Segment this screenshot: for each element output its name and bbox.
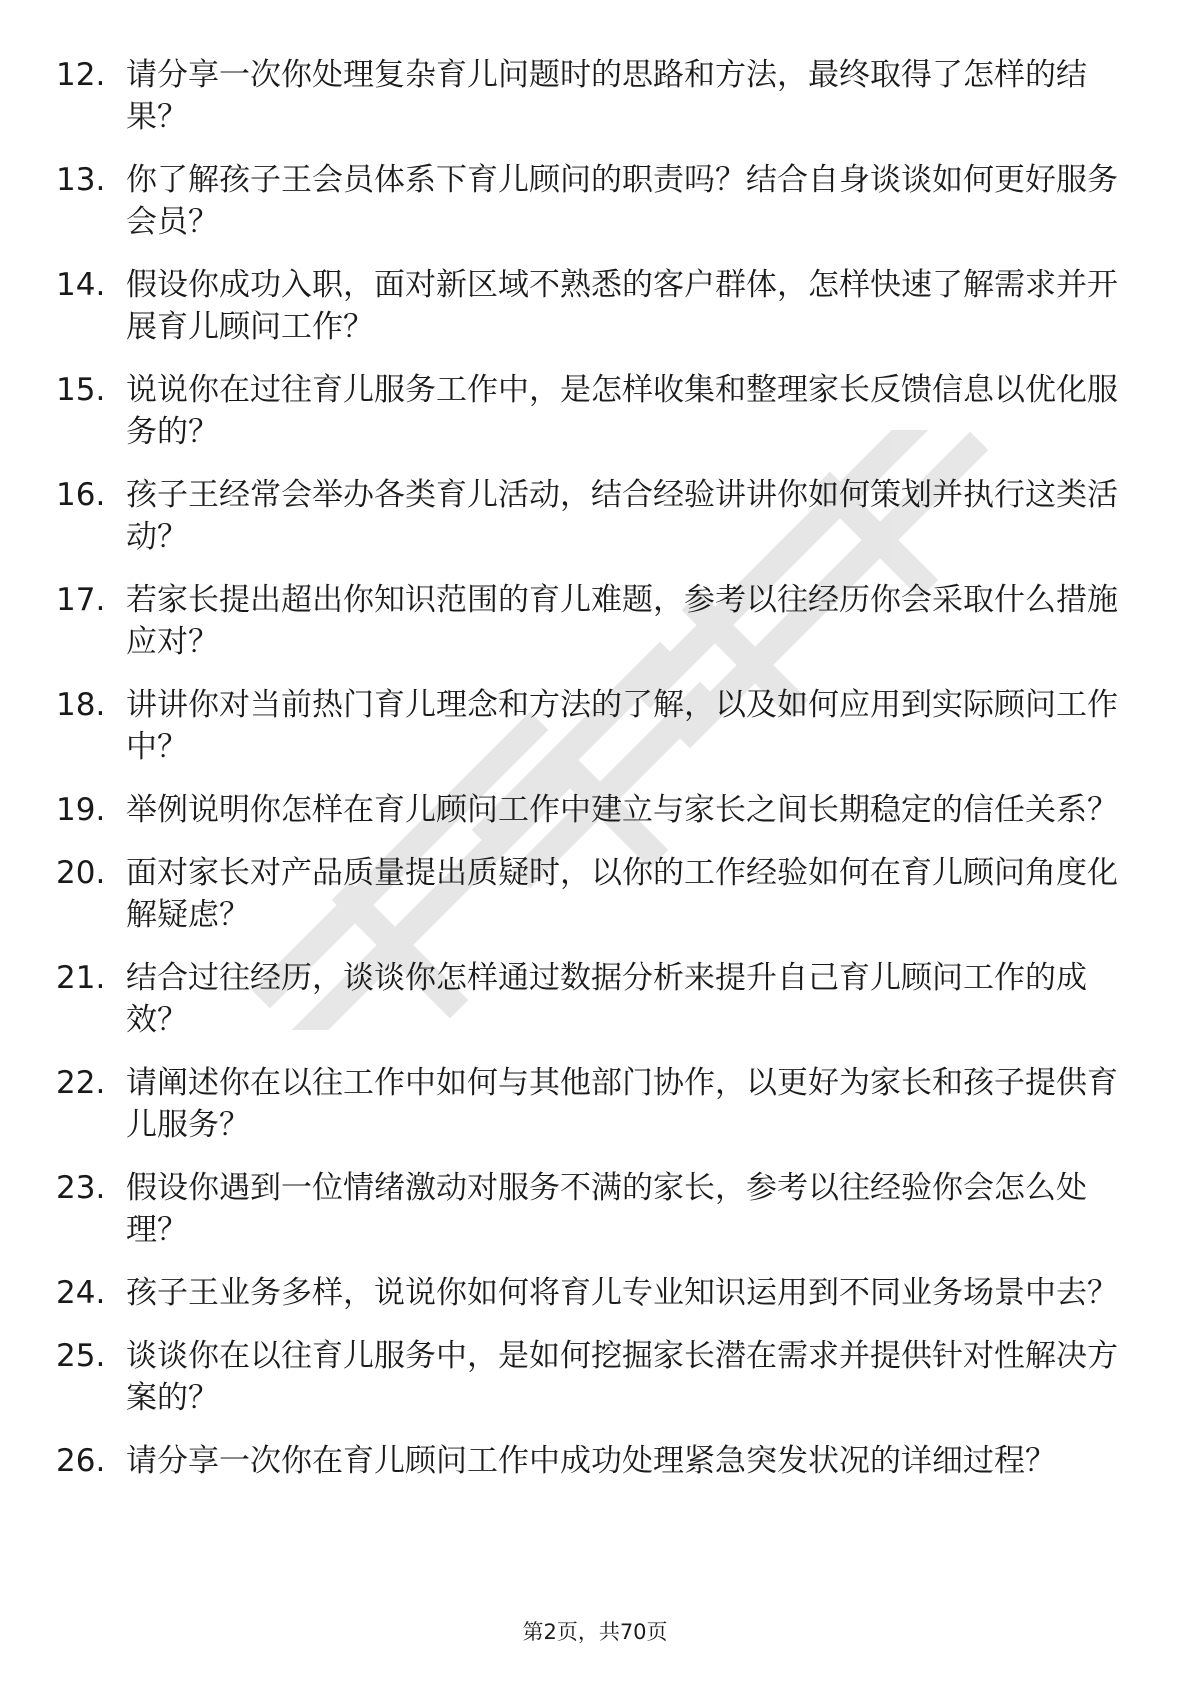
question-number: 26. xyxy=(56,1443,106,1479)
question-number: 23. xyxy=(56,1170,106,1206)
question-number: 19. xyxy=(56,792,106,828)
question-item xyxy=(56,159,1126,243)
question-text: 说说你在过往育儿服务工作中，是怎样收集和整理家长反馈信息以优化服务的？ xyxy=(126,372,1118,450)
question-text: 讲讲你对当前热门育儿理念和方法的了解，以及如何应用到实际顾问工作中？ xyxy=(126,687,1118,765)
question-item xyxy=(56,1167,1126,1251)
question-text: 假设你遇到一位情绪激动对服务不满的家长，参考以往经验你会怎么处理？ xyxy=(126,1170,1087,1248)
question-text: 孩子王经常会举办各类育儿活动，结合经验讲讲你如何策划并执行这类活动？ xyxy=(126,477,1118,555)
page-footer: 第2页，共70页 xyxy=(522,1620,668,1644)
question-text: 面对家长对产品质量提出质疑时，以你的工作经验如何在育儿顾问角度化解疑虑？ xyxy=(126,855,1118,933)
question-text: 请分享一次你处理复杂育儿问题时的思路和方法，最终取得了怎样的结果？ xyxy=(126,57,1087,135)
question-text: 请分享一次你在育儿顾问工作中成功处理紧急突发状况的详细过程？ xyxy=(126,1443,1056,1479)
question-text: 孩子王业务多样，说说你如何将育儿专业知识运用到不同业务场景中去？ xyxy=(126,1275,1118,1311)
question-number: 22. xyxy=(56,1065,106,1101)
question-item xyxy=(56,1335,1126,1419)
question-number: 18. xyxy=(56,687,106,723)
question-item xyxy=(56,789,1126,831)
question-number: 25. xyxy=(56,1338,106,1374)
question-item xyxy=(56,1440,1126,1482)
question-text: 你了解孩子王会员体系下育儿顾问的职责吗？结合自身谈谈如何更好服务会员？ xyxy=(126,162,1118,240)
question-number: 12. xyxy=(56,57,106,93)
question-list xyxy=(56,54,1126,1503)
question-item xyxy=(56,54,1126,138)
question-item xyxy=(56,852,1126,936)
question-item xyxy=(56,264,1126,348)
question-number: 17. xyxy=(56,582,106,618)
question-number: 20. xyxy=(56,855,106,891)
question-number: 14. xyxy=(56,267,106,303)
question-text: 结合过往经历，谈谈你怎样通过数据分析来提升自己育儿顾问工作的成效？ xyxy=(126,960,1087,1038)
question-number: 21. xyxy=(56,960,106,996)
question-item xyxy=(56,957,1126,1041)
question-item xyxy=(56,1062,1126,1146)
question-number: 24. xyxy=(56,1275,106,1311)
question-text: 若家长提出超出你知识范围的育儿难题，参考以往经历你会采取什么措施应对？ xyxy=(126,582,1118,660)
question-number: 13. xyxy=(56,162,106,198)
question-item xyxy=(56,684,1126,768)
question-number: 15. xyxy=(56,372,106,408)
question-text: 请阐述你在以往工作中如何与其他部门协作，以更好为家长和孩子提供育儿服务？ xyxy=(126,1065,1118,1143)
question-item xyxy=(56,369,1126,453)
question-item xyxy=(56,474,1126,558)
question-item xyxy=(56,1272,1126,1314)
question-number: 16. xyxy=(56,477,106,513)
question-text: 假设你成功入职，面对新区域不熟悉的客户群体，怎样快速了解需求并开展育儿顾问工作？ xyxy=(126,267,1118,345)
question-item xyxy=(56,579,1126,663)
question-text: 谈谈你在以往育儿服务中，是如何挖掘家长潜在需求并提供针对性解决方案的？ xyxy=(126,1338,1118,1416)
question-text: 举例说明你怎样在育儿顾问工作中建立与家长之间长期稳定的信任关系？ xyxy=(126,792,1118,828)
